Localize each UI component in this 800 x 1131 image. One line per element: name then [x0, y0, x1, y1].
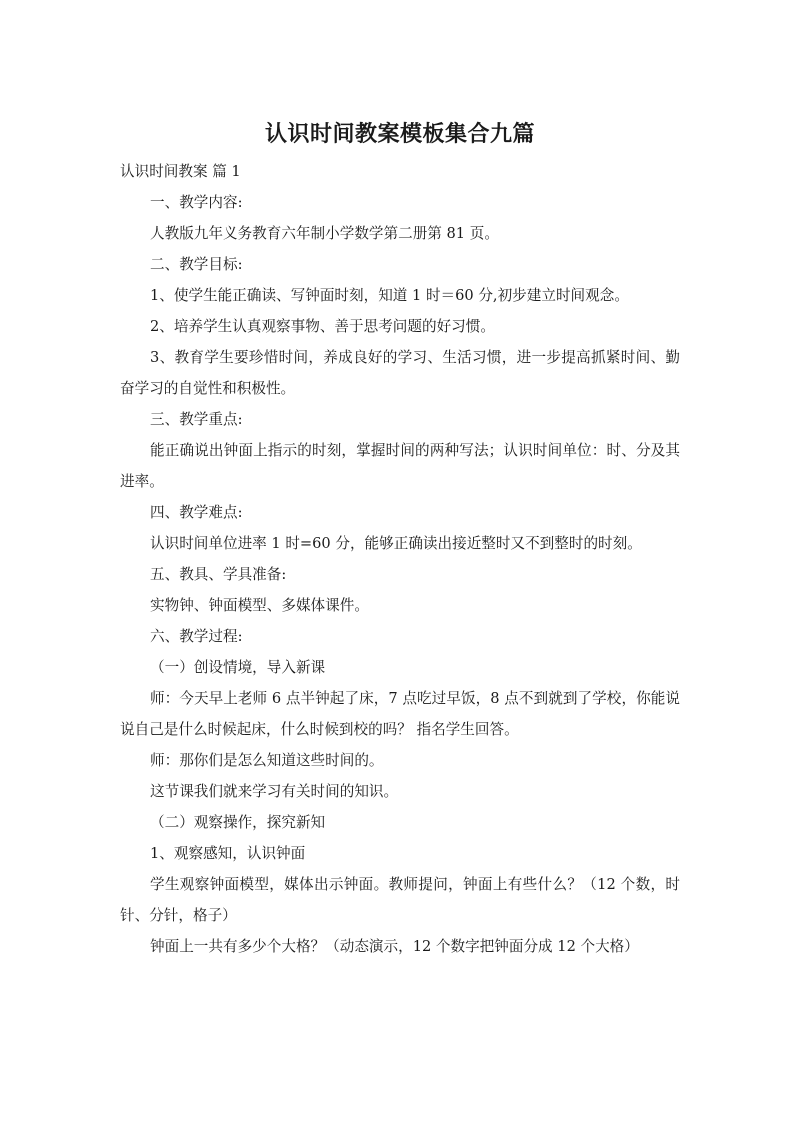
paragraph: 能正确说出钟面上指示的时刻，掌握时间的两种写法；认识时间单位：时、分及其进率。	[120, 442, 680, 490]
paragraph: 学生观察钟面模型，媒体出示钟面。教师提问，钟面上有些什么？（12 个数，时针、分针，格子）	[120, 876, 680, 924]
paragraph: 人教版九年义务教育六年制小学数学第二册第 81 页。	[150, 225, 499, 242]
paragraph: 师：那你们是怎么知道这些时间的。	[150, 752, 384, 769]
paragraph: 四、教学难点:	[150, 504, 243, 521]
paragraph: 钟面上一共有多少个大格？（动态演示，12 个数字把钟面分成 12 个大格）	[150, 938, 639, 955]
document-body	[120, 156, 680, 962]
paragraph: 六、教学过程:	[150, 628, 243, 645]
paragraph: 1、观察感知，认识钟面	[150, 845, 306, 862]
paragraph: 这节课我们就来学习有关时间的知识。	[150, 783, 399, 800]
paragraph: （一）创设情境，导入新课	[150, 659, 326, 676]
paragraph: 2、培养学生认真观察事物、善于思考问题的好习惯。	[150, 318, 495, 335]
paragraph: 3、教育学生要珍惜时间，养成良好的学习、生活习惯，进一步提高抓紧时间、勤奋学习的自觉性和积极性。	[120, 349, 680, 397]
paragraph: （二）观察操作，探究新知	[150, 814, 326, 831]
paragraph: 实物钟、钟面模型、多媒体课件。	[150, 597, 369, 614]
paragraph: 师：今天早上老师 6 点半钟起了床，7 点吃过早饭，8 点不到就到了学校，你能说说自己是什么时候起床，什么时候到校的吗？ 指名学生回答。	[120, 690, 680, 738]
paragraph: 五、教具、学具准备:	[150, 566, 287, 583]
paragraph: 二、教学目标:	[150, 256, 243, 273]
document-title: 认识时间教案模板集合九篇	[264, 122, 535, 147]
paragraph: 一、教学内容:	[150, 194, 243, 211]
paragraph: 认识时间单位进率 1 时=60 分，能够正确读出接近整时又不到整时的时刻。	[150, 535, 642, 552]
paragraph: 三、教学重点:	[150, 411, 243, 428]
section-heading: 认识时间教案 篇 1	[120, 163, 241, 180]
paragraph: 1、使学生能正确读、写钟面时刻，知道 1 时＝60 分,初步建立时间观念。	[150, 287, 629, 304]
